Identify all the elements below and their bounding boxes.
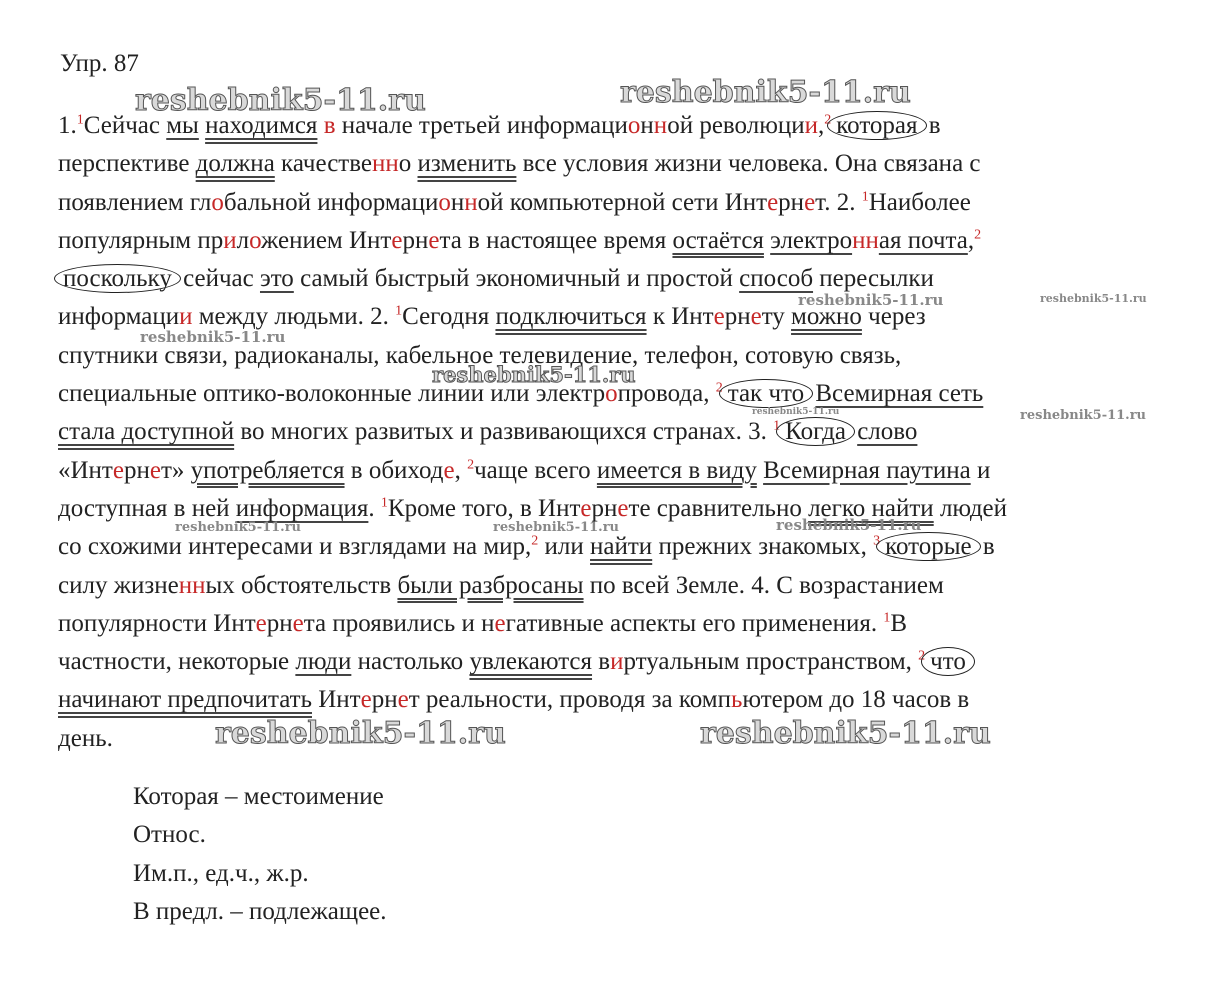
text-segment: , (967, 226, 975, 254)
predicate-underline: должна (195, 150, 275, 178)
watermark: reshebnik5-11.ru (215, 716, 506, 751)
subject-underline: Всемирная паутина (763, 456, 971, 484)
clause-number: 2 (824, 112, 832, 128)
spelling-highlight: и (179, 303, 193, 331)
text-segment: н (450, 188, 465, 216)
spelling-highlight: е (494, 609, 506, 637)
text-segment: в (592, 648, 611, 676)
text-segment: . (368, 494, 381, 522)
clause-number: 2 (531, 533, 539, 549)
predicate-underline: легко найти (808, 494, 934, 522)
predicate-underline: остаётся (672, 226, 764, 254)
text-segment: во многих развитых и развивающихся странах. 3. (234, 418, 774, 446)
conjunction-circle: Когда (776, 417, 855, 446)
clause-number: 1 (773, 419, 781, 435)
watermark: reshebnik5-11.ru (776, 516, 922, 534)
conjunction-circle: что (921, 647, 975, 676)
text-segment: о (398, 150, 418, 178)
subject-underline: слово (857, 418, 918, 446)
analysis-line: В предл. – подлежащее. (133, 897, 387, 925)
predicate-underline: увлекаются (469, 648, 593, 676)
spelling-highlight: и (223, 226, 237, 254)
predicate-underline: начинают предпочитать (58, 686, 312, 714)
text-segment: те сравнительно (628, 494, 809, 522)
spelling-highlight: о (627, 112, 641, 139)
subject-underline: способ (739, 265, 814, 293)
analysis-line: Им.п., ед.ч., ж.р. (133, 859, 309, 887)
spelling-highlight: н (653, 112, 668, 139)
text-segment: доступная в ней (58, 494, 236, 522)
spelling-highlight: о (249, 226, 262, 254)
watermark: reshebnik5-11.ru (135, 83, 426, 118)
spelling-highlight: е (397, 686, 409, 714)
spelling-highlight: и (804, 112, 819, 139)
text-segment: начале третьей информаци (335, 112, 628, 139)
clause-number: 1 (380, 495, 388, 511)
spelling-highlight: о (605, 380, 618, 408)
spelling-highlight: о (438, 188, 451, 216)
predicate-underline: можно (791, 303, 862, 331)
text-segment: В (890, 609, 908, 637)
text-segment: в (922, 112, 941, 139)
spelling-highlight: е (360, 686, 372, 714)
text-segment: рн (724, 303, 751, 331)
text-segment: появлением гл (58, 188, 212, 216)
text-segment: или (538, 533, 591, 561)
text-segment: рн (371, 686, 398, 714)
text-segment: бальной информаци (223, 188, 439, 216)
watermark: reshebnik5-11.ru (493, 520, 620, 535)
text-segment: ютером до 18 часов в (742, 686, 970, 714)
spelling-highlight: и (610, 648, 624, 676)
conjunction-circle: которая (827, 111, 926, 140)
predicate-underline: найти (590, 533, 653, 561)
text-segment: н (640, 112, 654, 139)
text-line (58, 145, 1188, 183)
text-segment: гативные аспекты его применения. (505, 609, 884, 637)
spelling-highlight: нн (852, 226, 879, 254)
text-segment: перспективе (58, 150, 196, 178)
text-segment: «Инт (58, 456, 113, 484)
predicate-underline: были разбросаны (397, 571, 584, 599)
predicate-underline: имеется в виду (596, 456, 757, 484)
text-segment: настолько (351, 648, 470, 676)
subject-underline: Всемирная сеть (815, 380, 984, 408)
clause-number: 2 (974, 227, 982, 243)
watermark: reshebnik5-11.ru (1020, 408, 1147, 423)
text-segment: , (818, 112, 825, 139)
watermark: reshebnik5-11.ru (175, 520, 302, 535)
text-segment: 1. (58, 112, 77, 139)
clause-number: 1 (395, 304, 403, 320)
predicate-underline: находимся (205, 112, 318, 139)
text-segment: через (861, 303, 926, 331)
watermark: reshebnik5-11.ru (752, 407, 840, 417)
word-analysis (133, 778, 387, 931)
clause-number: 3 (873, 533, 881, 549)
text-line (58, 260, 1188, 298)
watermark: reshebnik5-11.ru (432, 362, 636, 387)
text-line (58, 605, 1188, 643)
text-segment: рн (591, 494, 618, 522)
text-segment: в (976, 533, 995, 561)
text-segment: рн (123, 456, 150, 484)
text-segment: в обиход (344, 456, 444, 484)
text-segment: информаци (58, 303, 180, 331)
text-segment: между людьми. 2. (192, 303, 396, 331)
clause-number: 1 (883, 610, 891, 626)
conjunction-circle: которые (876, 532, 981, 561)
text-segment: спутники связи, радиоканалы, кабельное телевидение, телефон, сотовую связь, (58, 341, 902, 369)
watermark: reshebnik5-11.ru (620, 75, 911, 110)
spelling-highlight: н (464, 188, 478, 216)
spelling-highlight: е (443, 456, 455, 484)
text-segment: рн (778, 188, 805, 216)
subject-underline: информация (235, 494, 369, 522)
text-segment: чаще всего (474, 456, 597, 484)
text-line (58, 413, 1188, 451)
spelling-highlight: е (750, 303, 762, 331)
spelling-highlight: е (391, 226, 403, 254)
text-segment: , (454, 456, 468, 484)
spelling-highlight: е (112, 456, 124, 484)
spelling-highlight: е (804, 188, 816, 216)
text-segment: и (970, 456, 991, 484)
text-segment: ых обстоятельств (205, 571, 398, 599)
text-segment: людей (933, 494, 1008, 522)
subject-underline: мы (166, 112, 199, 139)
clause-number: 2 (467, 457, 475, 473)
exercise-title: Упр. 87 (60, 50, 139, 77)
text-segment: Кроме того, в Инт (387, 494, 581, 522)
spelling-highlight: е (428, 226, 440, 254)
text-segment: со схожими интересами и взглядами на мир, (58, 533, 532, 561)
text-segment: ой компьютерной сети Инт (477, 188, 768, 216)
text-segment: рн (402, 226, 429, 254)
watermark: reshebnik5-11.ru (140, 328, 286, 346)
spelling-highlight: е (149, 456, 161, 484)
watermark: reshebnik5-11.ru (798, 291, 944, 309)
text-segment: по всей Земле. 4. С возрастанием (583, 571, 944, 599)
watermark: reshebnik5-11.ru (700, 716, 991, 751)
predicate-underline: стала доступной (58, 418, 235, 446)
spelling-highlight: е (713, 303, 725, 331)
subject-underline: люди (295, 648, 352, 676)
text-segment: л (236, 226, 250, 254)
text-segment: популярности Инт (58, 609, 256, 637)
exercise-text (58, 107, 1188, 758)
text-segment: ту (761, 303, 792, 331)
text-segment: та проявились и н (303, 609, 495, 637)
spelling-highlight: нн (178, 571, 206, 599)
text-segment: жением Инт (261, 226, 392, 254)
text-segment: Сейчас (83, 112, 167, 139)
text-segment: прежних знакомых, (652, 533, 874, 561)
text-segment: все условия жизни человека. Она связана с (516, 150, 981, 178)
text-line (58, 643, 1188, 681)
text-line (58, 184, 1188, 222)
text-segment: ой революци (667, 112, 805, 139)
text-segment: популярным пр (58, 226, 224, 254)
spelling-highlight: ь (730, 686, 743, 714)
clause-number: 2 (715, 380, 723, 396)
analysis-line: Которая – местоимение (133, 783, 384, 810)
text-line (58, 222, 1188, 260)
text-segment: сейчас (176, 265, 260, 293)
text-segment: силу жизне (58, 571, 179, 599)
text-segment: Инт (311, 686, 361, 714)
text-line (58, 681, 1188, 719)
text-segment: день. (58, 724, 113, 752)
subject-underline: ая почта (878, 226, 968, 254)
spelling-highlight: нн (371, 150, 399, 178)
predicate-underline: употребляется (190, 456, 345, 484)
conjunction-circle: так что (719, 379, 813, 408)
text-line (58, 452, 1188, 490)
watermark: reshebnik5-11.ru (1040, 292, 1147, 305)
spelling-highlight: е (580, 494, 592, 522)
clause-number: 1 (76, 112, 84, 128)
spelling-highlight: в (323, 112, 336, 139)
subject-underline: электро (770, 226, 853, 254)
conjunction-circle: поскольку (54, 264, 181, 293)
spelling-highlight: е (292, 609, 304, 637)
text-segment: та в настоящее время (439, 226, 673, 254)
text-segment: ртуальным пространством, (623, 648, 919, 676)
text-segment: Наиболее (868, 188, 971, 216)
spelling-highlight: о (211, 188, 224, 216)
text-segment: к Инт (646, 303, 714, 331)
clause-number: 2 (918, 648, 926, 664)
text-segment: провода, (617, 380, 716, 408)
text-segment: рн (266, 609, 293, 637)
text-segment: качестве (274, 150, 372, 178)
spelling-highlight: е (255, 609, 267, 637)
text-segment: т» (160, 456, 191, 484)
text-line (58, 567, 1188, 605)
predicate-underline: изменить (417, 150, 517, 178)
text-segment: т. 2. (815, 188, 862, 216)
text-segment: пересылки (813, 265, 934, 293)
analysis-line: Относ. (133, 821, 206, 849)
spelling-highlight: е (617, 494, 629, 522)
predicate-underline: подключиться (495, 303, 647, 331)
text-segment: частности, некоторые (58, 648, 296, 676)
text-segment: самый быстрый экономичный и простой (293, 265, 740, 293)
clause-number: 1 (861, 189, 869, 205)
subject-underline: это (259, 265, 294, 293)
text-segment: специальные оптико-волоконные линии или электр (58, 380, 606, 408)
spelling-highlight: е (767, 188, 779, 216)
text-segment: Сегодня (402, 303, 496, 331)
text-segment: т реальности, проводя за комп (408, 686, 731, 714)
